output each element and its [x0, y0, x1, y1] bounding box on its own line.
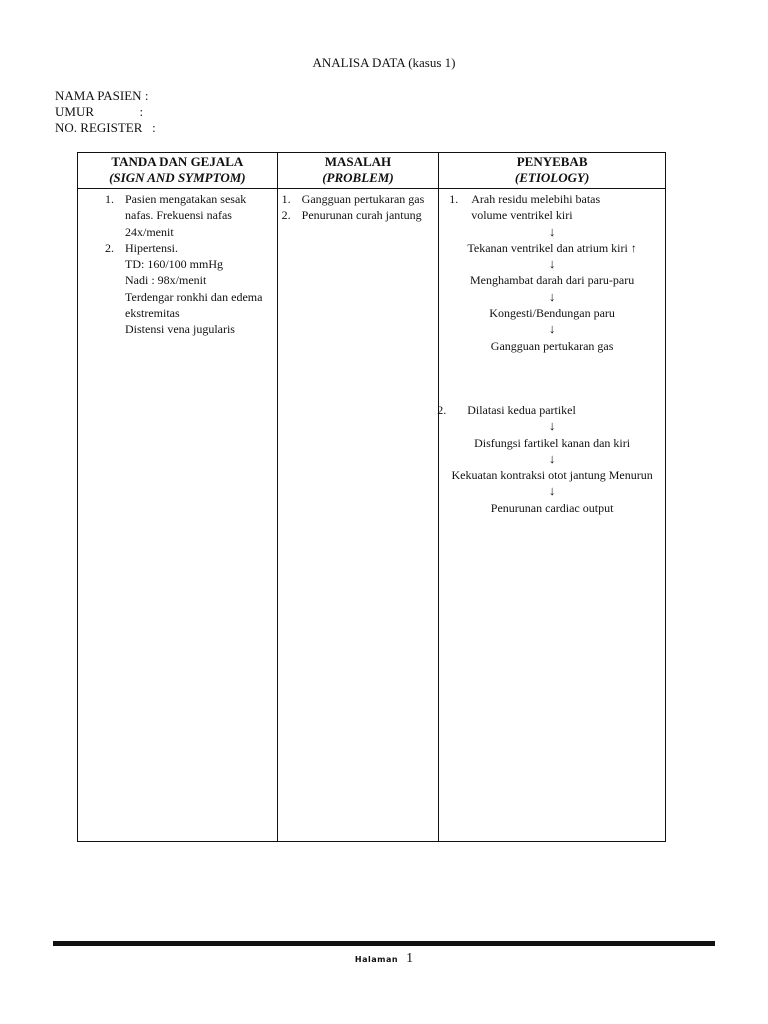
document-title: ANALISA DATA (kasus 1) — [312, 55, 456, 70]
sign-item-2: 2. Hipertensi. TD: 160/100 mmHg Nadi : 98x/menit Terdengar ronkhi dan edema ekstremitas Distensi vena jugularis — [78, 240, 277, 338]
etiology-cell — [439, 189, 666, 842]
etiology-step: Gangguan pertukaran gas — [490, 338, 614, 353]
analysis-table — [77, 152, 666, 842]
header-signs-subtitle: (SIGN AND SYMPTOM) — [109, 170, 246, 185]
down-arrow-icon: ↓ — [548, 450, 556, 466]
page-footer — [0, 949, 768, 967]
patient-age-label: UMUR : — [55, 104, 144, 119]
header-etiology-title: PENYEBAB — [516, 154, 588, 169]
footer-page-label: Halaman — [354, 955, 399, 964]
patient-name-label: NAMA PASIEN : — [55, 88, 149, 103]
sign-line: TD: 160/100 mmHg — [125, 257, 223, 272]
down-arrow-icon: ↓ — [548, 288, 556, 304]
down-arrow-icon: ↓ — [548, 321, 556, 337]
footer-rule — [53, 941, 715, 946]
problem-item-2-text: Penurunan curah jantung — [301, 208, 422, 223]
table-body-row — [78, 189, 666, 842]
down-arrow-icon: ↓ — [548, 223, 556, 239]
down-arrow-icon: ↓ — [548, 256, 556, 272]
sign-item-1: 1. Pasien mengatakan sesak nafas. Frekuensi nafas 24x/menit — [105, 192, 247, 239]
sign-line: Hipertensi. — [125, 240, 178, 255]
etiology-chain-1-start: 1. Arah residu melebihi batas — [449, 192, 601, 206]
sign-item-1-text: Pasien mengatakan sesak nafas. Frekuensi nafas 24x/menit — [125, 192, 247, 239]
patient-info — [55, 88, 156, 136]
sign-line: Nadi : 98x/menit — [125, 273, 207, 288]
etiology-step: Disfungsi fartikel kanan dan kiri — [474, 435, 631, 450]
sign-line: Distensi vena jugularis — [125, 322, 235, 337]
problem-item-1: 1. Gangguan pertukaran gas — [281, 192, 425, 206]
etiology-step: Kongesti/Bendungan paru — [489, 306, 615, 321]
etiology-step: Tekanan ventrikel dan atrium kiri ↑ — [467, 240, 637, 255]
etiology-chain-1-start-cont: volume ventrikel kiri — [471, 208, 573, 223]
problem-item-2: 2. Penurunan curah jantung — [281, 208, 422, 223]
etiology-step: Kekuatan kontraksi otot jantung Menurun — [451, 468, 653, 483]
etiology-chain-2-start: 2. Dilatasi kedua partikel — [437, 402, 576, 417]
problem-cell — [277, 189, 439, 842]
footer-page-number: 1 — [406, 951, 414, 966]
down-arrow-icon: ↓ — [548, 483, 556, 499]
etiology-step: Penurunan cardiac output — [490, 500, 614, 515]
header-problem-title: MASALAH — [324, 154, 392, 169]
problem-item-1-text: Gangguan pertukaran gas — [301, 192, 425, 206]
header-signs — [78, 153, 278, 189]
header-signs-title: TANDA DAN GEJALA — [111, 154, 244, 169]
sign-line: Terdengar ronkhi dan edema ekstremitas — [125, 289, 263, 321]
header-problem-subtitle: (PROBLEM) — [322, 170, 394, 185]
header-etiology-subtitle: (ETIOLOGY) — [514, 170, 590, 185]
signs-cell — [78, 189, 278, 842]
patient-register-label: NO. REGISTER : — [55, 120, 156, 135]
table-header-row — [78, 153, 666, 189]
etiology-step: Menghambat darah dari paru-paru — [469, 273, 635, 288]
header-etiology — [439, 153, 666, 189]
header-problem — [277, 153, 439, 189]
down-arrow-icon: ↓ — [548, 418, 556, 434]
